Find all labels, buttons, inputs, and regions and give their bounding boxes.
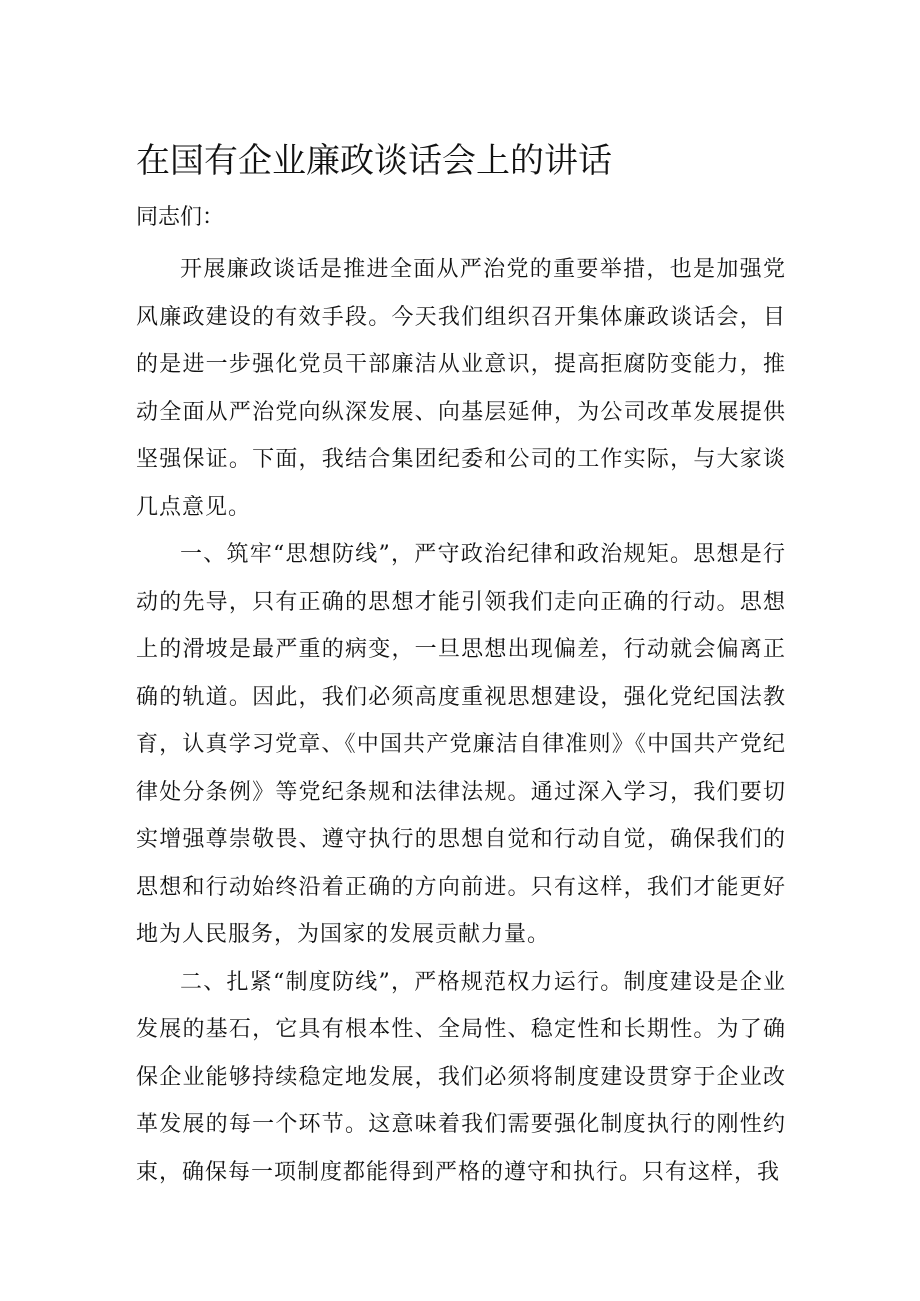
document-body [136,246,786,1196]
paragraph-intro: 开展廉政谈话是推进全面从严治党的重要举措，也是加强党风廉政建设的有效手段。今天我们组织召开集体廉政谈话会，目的是进一步强化党员干部廉洁从业意识，提高拒腐防变能力，推动全面从严治党向纵深发展、向基层延伸，为公司改革发展提供坚强保证。下面，我结合集团纪委和公司的工作实际，与大家谈几点意见。 [136,257,786,520]
salutation: 同志们： [136,205,225,230]
paragraph-section-one: 一、筑牢“思想防线”，严守政治纪律和政治规矩。思想是行动的先导，只有正确的思想才能引领我们走向正确的行动。思想上的滑坡是最严重的病变，一旦思想出现偏差，行动就会偏离正确的轨道。因此，我们必须高度重视思想建设，强化党纪国法教育，认真学习党章、《中国共产党廉洁自律准则》《中国共产党纪律处分条例》等党纪条规和法律法规。通过深入学习，我们要切实增强尊崇敬畏、遵守执行的思想自觉和行动自觉，确保我们的思想和行动始终沿着正确的方向前进。只有这样，我们才能更好地为人民服务，为国家的发展贡献力量。 [136,542,786,947]
paragraph-section-two: 二、扎紧“制度防线”，严格规范权力运行。制度建设是企业发展的基石，它具有根本性、全局性、稳定性和长期性。为了确保企业能够持续稳定地发展，我们必须将制度建设贯穿于企业改革发展的每一个环节。这意味着我们需要强化制度执行的刚性约束，确保每一项制度都能得到严格的遵守和执行。只有这样，我 [136,969,786,1185]
document-title: 在国有企业廉政谈话会上的讲话 [136,141,612,181]
